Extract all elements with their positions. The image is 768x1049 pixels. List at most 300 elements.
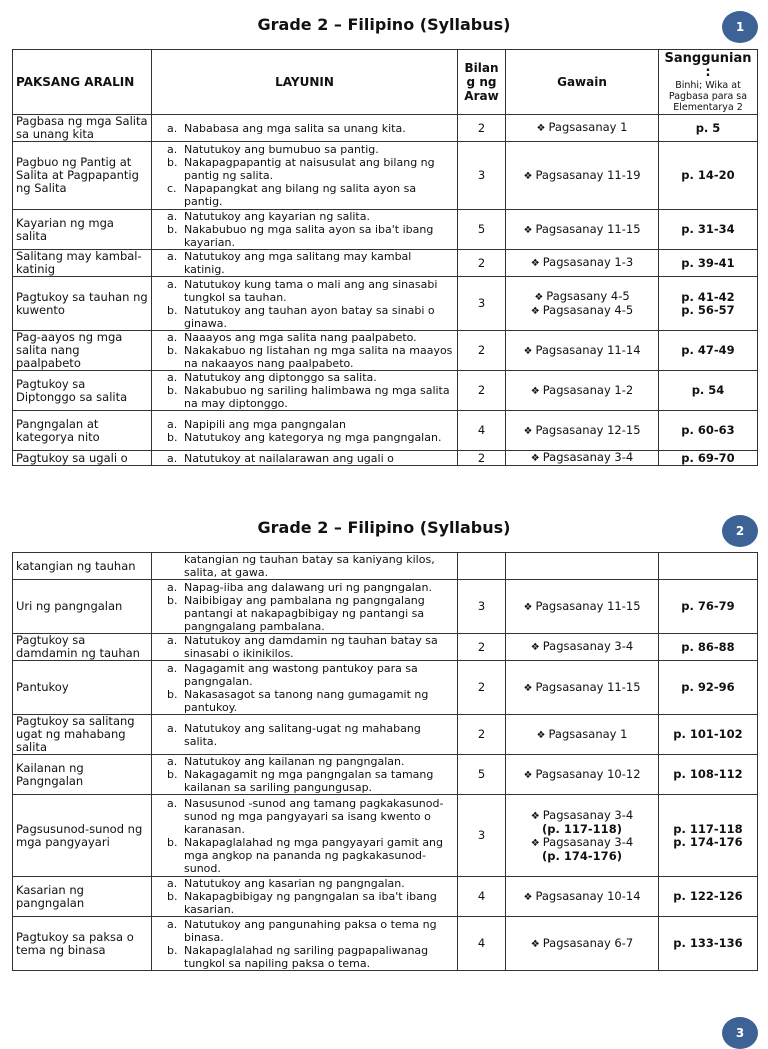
header-source-title: Sanggunian : [664,50,752,80]
objectives-list [155,918,454,970]
activity-text: Pagsasanay 12-15 [535,422,641,437]
reference-pages: p. 92-96 [681,680,735,694]
diamond-bullet-icon: ❖ [530,258,540,269]
reference-pages: p. 108-112 [673,767,743,781]
diamond-bullet-icon: ❖ [523,170,533,182]
objective-text: Nakapagbibigay ng pangngalan sa iba't ibang kasarian. [184,890,437,916]
topic-cell: Pantukoy [13,661,152,715]
objective-item [167,431,454,444]
objective-marker: a. [167,634,178,647]
objective-marker: b. [167,303,178,317]
objectives-list [155,581,454,633]
objective-text: Natutukoy ang kayarian ng salita. [184,210,370,223]
objective-item [167,156,454,182]
objective-marker: b. [167,890,178,903]
objective-text: Nasusunod -sunod ang tamang pagkakasunod-sunod ng mga pangyayari sa isang kwento o karanasan. [184,796,444,836]
reference-pages: p. 47-49 [681,343,735,357]
reference-pages: p. 133-136 [673,936,743,950]
activity-item [509,169,655,183]
activity-item [509,836,655,850]
activities-cell [506,917,659,971]
activity-text: Pagsasanay 10-12 [535,766,641,781]
objective-item [167,634,454,660]
objective-marker: b. [167,430,178,444]
reference-cell [659,250,758,277]
activity-text: Pagsasanay 3-4 [542,834,634,849]
objectives-cell [152,210,458,250]
activity-item [509,451,655,465]
reference-cell [659,331,758,371]
objectives-list [155,634,454,660]
objective-marker: b. [167,384,178,397]
objective-item [167,553,454,579]
objective-item [167,122,454,135]
objective-marker: a. [167,580,178,594]
diamond-bullet-icon: ❖ [523,345,533,357]
objectives-list [155,331,454,370]
reference-pages: p. 5 [695,120,721,135]
page-number-badge: 3 [722,1017,758,1049]
table-row [13,661,758,715]
syllabus-table [12,49,758,466]
activity-item [509,681,655,695]
objectives-cell [152,795,458,877]
table-row [13,371,758,411]
reference-cell [659,715,758,755]
diamond-bullet-icon: ❖ [523,224,533,236]
activity-page-ref: (p. 117-118) [542,821,622,836]
objectives-cell [152,661,458,715]
table-row [13,277,758,331]
objective-text: Nakabubuo ng sariling halimbawa ng mga salita na may diptonggo. [184,384,450,410]
objective-marker: a. [167,796,178,810]
table-row [13,451,758,466]
objectives-list [155,250,454,276]
objectives-cell [152,634,458,661]
topic-cell: Salitang may kambal-katinig [13,250,152,277]
objective-marker: b. [167,156,178,169]
objective-text: Natutukoy at nailalarawan ang ugali o [184,451,394,465]
objective-marker: b. [167,344,178,357]
activity-text: Pagsasanay 4-5 [542,302,634,317]
reference-pages: p. 86-88 [681,639,735,654]
objective-text: Nakapaglalahad ng mga pangyayari gamit ang mga angkop na pananda ng pagkakasunod-sunod. [184,835,444,875]
reference-cell [659,917,758,971]
reference-cell [659,580,758,634]
days-cell: 2 [458,451,506,466]
activity-item [509,256,655,270]
objective-item [167,210,454,223]
activity-text: Pagsasanay 11-15 [535,679,641,694]
activity-text: Pagsasanay 3-4 [542,639,634,653]
objective-marker: a. [167,661,178,675]
objective-item [167,278,454,304]
activity-text: Pagsasanay 1 [548,120,628,134]
table-row [13,795,758,877]
objective-marker: a. [167,451,178,465]
objective-text: Nakakabuo ng listahan ng mga salita na maayos na nakaayos nang paalpabeto. [184,344,453,370]
activity-text: Pagsasany 4-5 [546,288,630,303]
activity-item [509,600,655,614]
diamond-bullet-icon: ❖ [523,601,533,613]
objective-item [167,452,454,465]
header-objectives: LAYUNIN [152,50,458,115]
objective-item [167,143,454,156]
objective-marker: b. [167,687,178,701]
objective-text: Napapangkat ang bilang ng salita ayon sa pantig. [184,182,417,208]
objectives-list [155,418,454,444]
activity-item [509,344,655,358]
objectives-list [155,278,454,330]
diamond-bullet-icon: ❖ [530,305,540,317]
page-title: Grade 2 – Filipino (Syllabus) [257,15,511,34]
activities-cell [506,877,659,917]
topic-cell: Kailanan ng Pangngalan [13,755,152,795]
topic-cell: Kasarian ng pangngalan [13,877,152,917]
objectives-cell [152,755,458,795]
reference-cell [659,371,758,411]
activities-cell [506,553,659,580]
reference-pages: p. 117-118 [673,821,743,836]
topic-cell: Pagsusunod-sunod ng mga pangyayari [13,795,152,877]
table-row [13,210,758,250]
activities-cell [506,250,659,277]
diamond-bullet-icon: ❖ [530,385,540,397]
objective-text: Natutukoy ang pangunahing paksa o tema ng binasa. [184,917,437,944]
reference-pages: p. 41-42 [681,289,735,304]
table-row [13,634,758,661]
reference-cell [659,661,758,715]
objective-marker: b. [167,223,178,236]
activities-cell [506,331,659,371]
objectives-cell [152,451,458,466]
reference-cell [659,553,758,580]
objective-item [167,797,454,836]
objective-item [167,594,454,633]
reference-pages: p. 54 [691,383,725,397]
activities-cell [506,715,659,755]
diamond-bullet-icon: ❖ [536,123,546,134]
objective-item [167,250,454,276]
activity-item [509,121,655,135]
objective-marker: a. [167,371,178,384]
activity-text: Pagsasanay 1-2 [542,382,634,397]
objective-text: Natutukoy ang kategorya ng mga pangngalan. [184,430,442,444]
days-cell: 5 [458,755,506,795]
reference-cell [659,877,758,917]
objective-text: Nakapaglalahad ng sariling pagpapaliwanag tungkol sa napiling paksa o tema. [184,943,429,970]
activity-item [509,768,655,782]
reference-cell [659,142,758,210]
activity-item [509,290,655,304]
objective-text: Natutukoy ang mga salitang may kambal katinig. [184,250,412,276]
objective-text: Naibibigay ang pambalana ng pangngalang pantangi at nakapagbibigay ng pantangi sa pangngalang pambalana. [184,593,425,633]
objective-marker: a. [167,143,178,156]
days-cell: 2 [458,331,506,371]
objective-text: Natutukoy ang salitang-ugat ng mahabang salita. [184,721,421,748]
objective-text: Nakagagamit ng mga pangngalan sa tamang kailanan sa sariling pangungusap. [184,768,434,794]
days-cell: 2 [458,634,506,661]
days-cell: 3 [458,795,506,877]
reference-pages: p. 14-20 [681,168,735,182]
objective-marker: a. [167,755,178,768]
table-row [13,142,758,210]
objective-item [167,836,454,875]
reference-pages: p. 39-41 [681,255,735,270]
objective-text: Natutukoy ang damdamin ng tauhan batay sa sinasabi o ikinikilos. [184,634,438,660]
activities-cell [506,371,659,411]
topic-cell: Pagbasa ng mga Salita sa unang kita [13,115,152,142]
activities-cell [506,142,659,210]
topic-cell: Pagtukoy sa Diptonggo sa salita [13,371,152,411]
header-source-subtitle: Binhi; Wika at Pagbasa para sa Elementarya 2 [668,79,748,113]
reference-pages: p. 56-57 [681,302,735,317]
reference-pages: p. 31-34 [681,222,735,236]
reference-pages: p. 122-126 [673,889,743,903]
activities-cell [506,277,659,331]
objectives-cell [152,331,458,371]
objective-item [167,384,454,410]
topic-cell: katangian ng tauhan [13,553,152,580]
days-cell: 2 [458,661,506,715]
activities-cell [506,411,659,451]
days-cell: 3 [458,142,506,210]
activity-item [509,890,655,904]
objective-item [167,918,454,944]
activities-cell [506,451,659,466]
topic-cell: Pagbuo ng Pantig at Salita at Pagpapantig ng Salita [13,142,152,210]
activity-text: Pagsasanay 10-14 [535,888,641,903]
activity-text: Pagsasanay 1 [548,726,628,741]
header-topic: PAKSANG ARALIN [13,50,152,115]
diamond-bullet-icon: ❖ [536,729,546,741]
objectives-cell [152,580,458,634]
objective-marker: a. [167,277,178,291]
objective-item [167,890,454,916]
header-source [659,50,758,115]
objective-text: Natutukoy ang tauhan ayon batay sa sinabi o ginawa. [184,303,435,330]
activity-item [509,728,655,742]
topic-cell: Pagtukoy sa paksa o tema ng binasa [13,917,152,971]
diamond-bullet-icon: ❖ [530,810,540,822]
days-cell: 2 [458,115,506,142]
activities-cell [506,755,659,795]
objective-text: Natutukoy ang bumubuo sa pantig. [184,143,379,156]
objective-item [167,722,454,748]
diamond-bullet-icon: ❖ [534,291,544,303]
activity-text: Pagsasanay 11-15 [535,221,641,236]
reference-cell [659,451,758,466]
activities-cell [506,210,659,250]
table-row [13,250,758,277]
objectives-list [155,210,454,249]
objectives-cell [152,877,458,917]
topic-cell: Kayarian ng mga salita [13,210,152,250]
topic-cell: Pag-aayos ng mga salita nang paalpabeto [13,331,152,371]
activity-text: Pagsasanay 11-14 [535,342,641,357]
objective-text: Nababasa ang mga salita sa unang kita. [184,121,406,135]
objective-marker: b. [167,593,178,607]
topic-cell: Pagtukoy sa tauhan ng kuwento [13,277,152,331]
objective-text: Natutukoy ang diptonggo sa salita. [184,371,377,384]
activity-text: Pagsasanay 3-4 [542,450,634,464]
objectives-cell [152,553,458,580]
objectives-cell [152,250,458,277]
activity-text: Pagsasanay 3-4 [542,807,634,822]
activities-cell [506,115,659,142]
activities-cell [506,795,659,877]
objectives-cell [152,142,458,210]
objective-text: Naaayos ang mga salita nang paalpabeto. [184,331,417,344]
objective-text: Natutukoy ang kasarian ng pangngalan. [184,877,405,890]
objective-item [167,944,454,970]
table-body [13,553,758,971]
objectives-list [155,143,454,208]
reference-cell [659,210,758,250]
objectives-list [155,662,454,714]
objectives-cell [152,411,458,451]
objective-text: Nakapagpapantig at naisusulat ang bilang ng pantig ng salita. [184,156,435,182]
days-cell: 2 [458,715,506,755]
objective-text: Nakasasagot sa tanong nang gumagamit ng pantukoy. [184,687,429,714]
objectives-list [155,122,454,135]
objective-marker: b. [167,943,178,957]
objective-marker: a. [167,417,178,431]
objective-text: Napag-iiba ang dalawang uri ng pangngalan. [184,580,433,594]
activity-item [509,223,655,237]
topic-cell: Pagtukoy sa ugali o [13,451,152,466]
objectives-cell [152,917,458,971]
objective-item [167,581,454,594]
activity-item [509,304,655,318]
table-row [13,580,758,634]
diamond-bullet-icon: ❖ [530,837,540,849]
activity-item [509,384,655,398]
table-row [13,755,758,795]
table-row [13,331,758,371]
objective-marker: b. [167,835,178,849]
topic-cell: Uri ng pangngalan [13,580,152,634]
objective-marker: c. [167,182,177,195]
days-cell: 2 [458,371,506,411]
table-row [13,877,758,917]
activity-text: Pagsasanay 6-7 [542,935,634,950]
objective-item [167,877,454,890]
reference-pages: p. 69-70 [681,450,735,465]
diamond-bullet-icon: ❖ [523,682,533,694]
diamond-bullet-icon: ❖ [523,425,533,437]
objective-item [167,688,454,714]
objective-text: katangian ng tauhan batay sa kaniyang kilos, salita, at gawa. [184,553,435,579]
reference-pages: p. 60-63 [681,423,735,437]
header-activities: Gawain [506,50,659,115]
objectives-list [155,553,454,579]
reference-cell [659,634,758,661]
topic-cell: Pangngalan at kategorya nito [13,411,152,451]
table-row [13,553,758,580]
table-body [13,115,758,466]
page-number-badge: 1 [722,11,758,43]
reference-pages: p. 76-79 [681,599,735,613]
objectives-cell [152,115,458,142]
reference-cell [659,755,758,795]
objectives-list [155,452,454,465]
syllabus-table [12,552,758,971]
objective-marker: a. [167,877,178,890]
page-number-badge: 2 [722,515,758,547]
activities-cell [506,634,659,661]
diamond-bullet-icon: ❖ [523,769,533,781]
objectives-list [155,722,454,748]
objectives-list [155,755,454,794]
objective-marker: a. [167,331,178,344]
objective-marker: a. [167,121,178,135]
page-title: Grade 2 – Filipino (Syllabus) [257,518,511,537]
objective-item [167,755,454,768]
days-cell: 4 [458,877,506,917]
reference-cell [659,277,758,331]
objectives-list [155,877,454,916]
days-cell: 4 [458,411,506,451]
objective-text: Natutukoy kung tama o mali ang ang sinasabi tungkol sa tauhan. [184,277,438,304]
activity-item [509,424,655,438]
objectives-list [155,371,454,410]
activities-cell [506,661,659,715]
objectives-cell [152,371,458,411]
activity-text: Pagsasanay 1-3 [542,255,634,269]
reference-pages: p. 174-176 [673,834,743,849]
objective-item [167,662,454,688]
diamond-bullet-icon: ❖ [523,891,533,903]
table-row [13,715,758,755]
reference-cell [659,115,758,142]
objective-text: Napipili ang mga pangngalan [184,417,346,431]
days-cell: 4 [458,917,506,971]
days-cell: 3 [458,580,506,634]
topic-cell: Pagtukoy sa salitang ugat ng mahabang salita [13,715,152,755]
objective-item [167,304,454,330]
header-days: Bilan g ng Araw [458,50,506,115]
objectives-cell [152,277,458,331]
objective-marker: a. [167,210,178,223]
diamond-bullet-icon: ❖ [530,938,540,950]
objective-item [167,344,454,370]
activities-cell [506,580,659,634]
table-row [13,411,758,451]
activity-page-ref: (p. 174-176) [542,848,622,863]
objective-marker: a. [167,917,178,931]
objective-item [167,223,454,249]
activity-item [509,937,655,951]
objectives-list [155,797,454,875]
objectives-cell [152,715,458,755]
table-row [13,917,758,971]
objective-item [167,182,454,208]
days-cell: 3 [458,277,506,331]
objective-marker: b. [167,768,178,781]
reference-pages: p. 101-102 [673,727,743,741]
objective-text: Nagagamit ang wastong pantukoy para sa pangngalan. [184,661,418,688]
objective-text: Nakabubuo ng mga salita ayon sa iba't ibang kayarian. [184,223,434,249]
objective-item [167,371,454,384]
objective-item [167,418,454,431]
objective-text: Natutukoy ang kailanan ng pangngalan. [184,755,405,768]
activity-item [509,809,655,823]
table-row [13,115,758,142]
reference-cell [659,795,758,877]
days-cell [458,553,506,580]
objective-marker: a. [167,721,178,735]
